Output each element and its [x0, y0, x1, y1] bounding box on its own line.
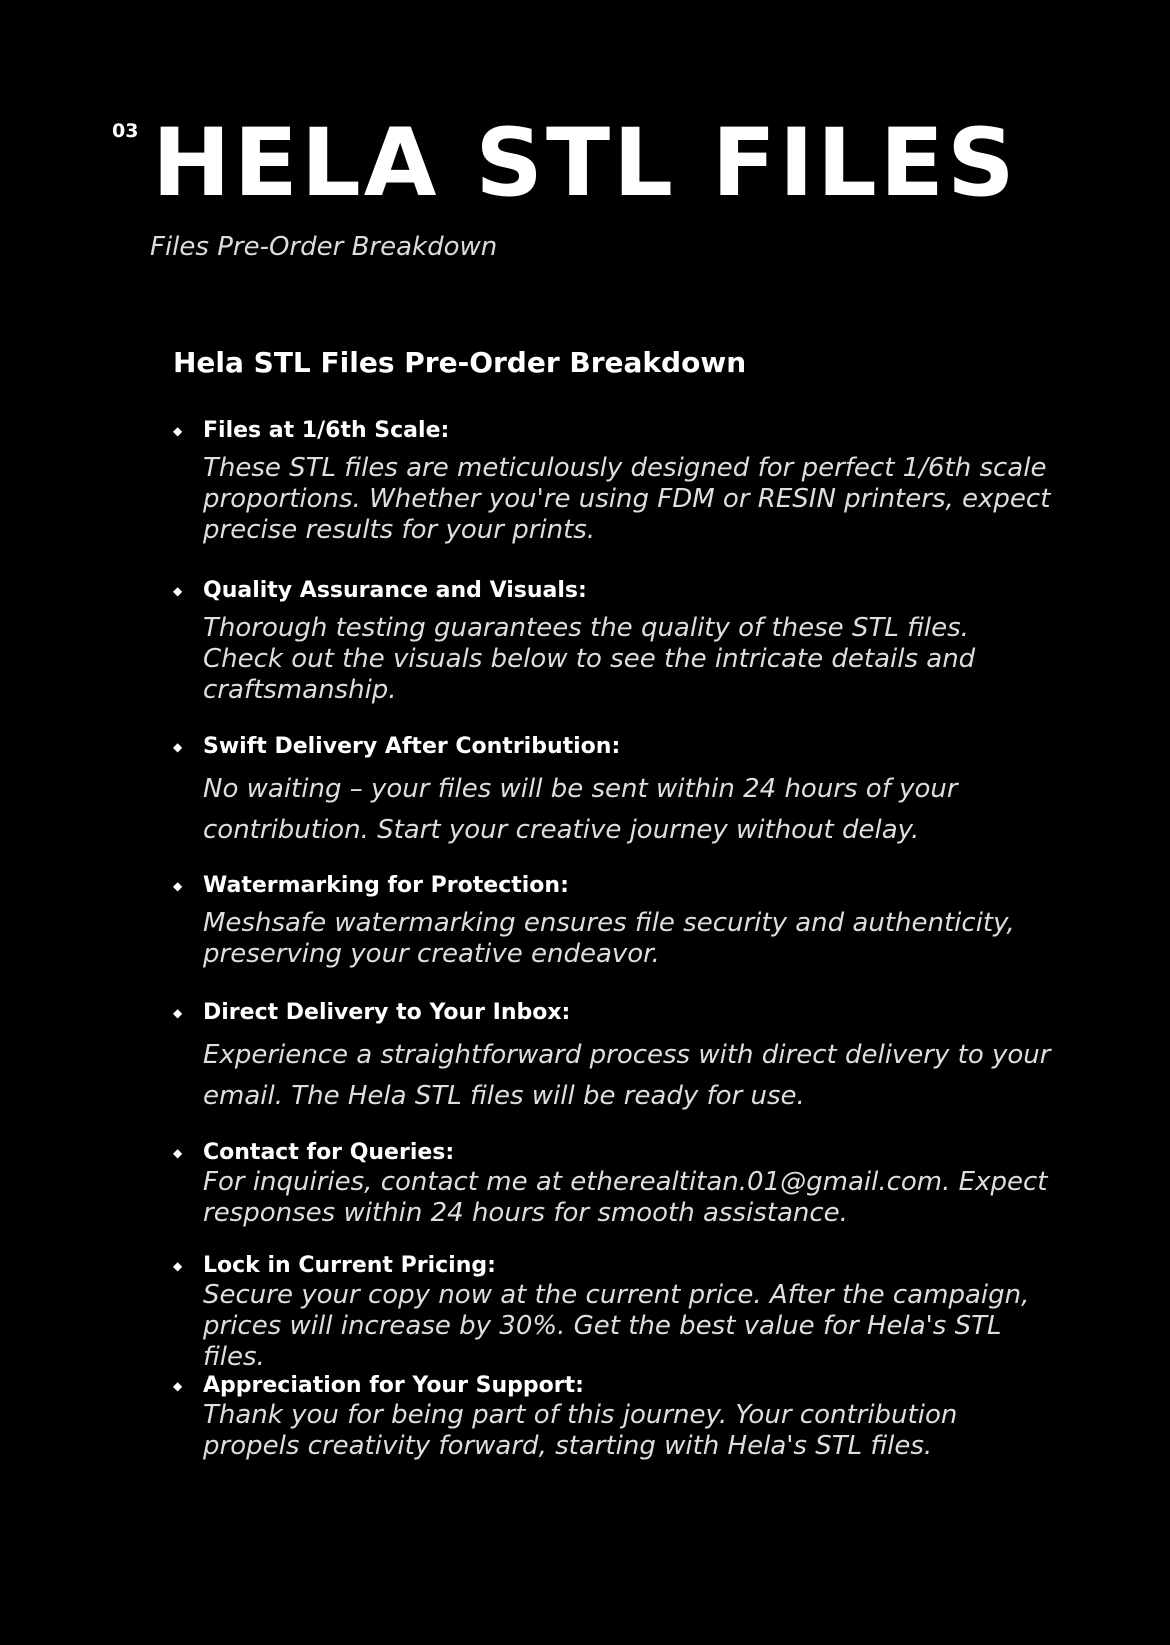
- list-item-pricing: [173, 1253, 1073, 1373]
- item-label: Files at 1/6th Scale:: [203, 418, 450, 443]
- section-heading: Hela STL Files Pre-Order Breakdown: [173, 346, 747, 379]
- diamond-bullet-icon: ◆: [173, 739, 183, 754]
- item-body: These STL files are meticulously designed for perfect 1/6th scale proportions. Whether you're using FDM or RESIN printers, expect precise results for your prints.: [203, 453, 1051, 545]
- list-item-delivery: [173, 734, 1073, 851]
- item-label: Contact for Queries:: [203, 1140, 455, 1165]
- list-item-contact: [173, 1140, 1073, 1229]
- diamond-bullet-icon: ◆: [173, 1378, 183, 1393]
- list-item-quality: [173, 578, 1073, 706]
- diamond-bullet-icon: ◆: [173, 1005, 183, 1020]
- item-label: Appreciation for Your Support:: [203, 1373, 584, 1398]
- diamond-bullet-icon: ◆: [173, 1145, 183, 1160]
- list-item-watermarking: [173, 873, 1073, 970]
- diamond-bullet-icon: ◆: [173, 1258, 183, 1273]
- page-title: HELA STL FILES: [152, 109, 1018, 218]
- diamond-bullet-icon: ◆: [173, 878, 183, 893]
- item-label: Watermarking for Protection:: [203, 873, 569, 898]
- page-number: 03: [112, 120, 139, 142]
- item-body: For inquiries, contact me at etherealtitan.01@gmail.com. Expect responses within 24 hours for smooth assistance.: [203, 1167, 1048, 1228]
- page-subtitle: Files Pre-Order Breakdown: [150, 232, 498, 262]
- list-item-scale: [173, 418, 1073, 546]
- item-label: Quality Assurance and Visuals:: [203, 578, 587, 603]
- diamond-bullet-icon: ◆: [173, 423, 183, 438]
- item-body: No waiting – your files will be sent within 24 hours of your contribution. Start your creative journey without delay.: [203, 774, 958, 845]
- item-body: Secure your copy now at the current price. After the campaign, prices will increase by 30%. Get the best value for Hela's STL files.: [203, 1280, 1030, 1372]
- list-item-appreciation: [173, 1373, 1073, 1462]
- item-body: Experience a straightforward process with direct delivery to your email. The Hela STL files will be ready for use.: [203, 1040, 1051, 1111]
- list-item-inbox: [173, 1000, 1073, 1117]
- item-body: Thank you for being part of this journey. Your contribution propels creativity forward, starting with Hela's STL files.: [203, 1400, 958, 1461]
- item-label: Direct Delivery to Your Inbox:: [203, 1000, 571, 1025]
- item-body: Thorough testing guarantees the quality of these STL files. Check out the visuals below to see the intricate details and craftsmanship.: [203, 613, 976, 705]
- diamond-bullet-icon: ◆: [173, 583, 183, 598]
- item-label: Swift Delivery After Contribution:: [203, 734, 621, 759]
- item-label: Lock in Current Pricing:: [203, 1253, 496, 1278]
- item-body: Meshsafe watermarking ensures file security and authenticity, preserving your creative endeavor.: [203, 908, 1015, 969]
